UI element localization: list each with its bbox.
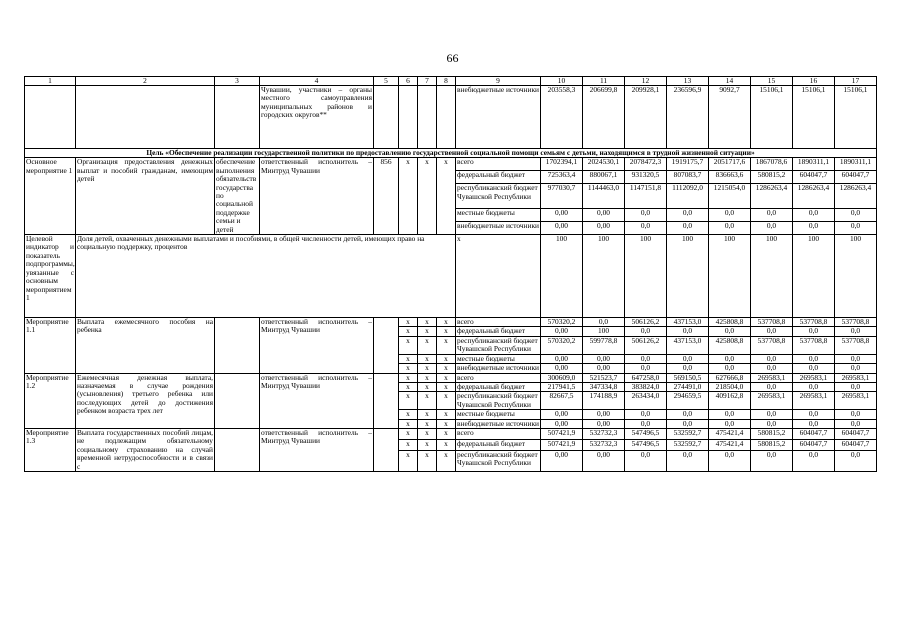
value-cell: 0,0 bbox=[835, 382, 877, 391]
value-cell: 0,0 bbox=[709, 419, 751, 428]
code-cell: x bbox=[399, 318, 418, 327]
value-cell: 15106,1 bbox=[751, 86, 793, 149]
value-cell: 1286263,4 bbox=[793, 184, 835, 209]
value-cell: 100 bbox=[835, 235, 877, 318]
source-cell: внебюджетные источники bbox=[456, 222, 541, 235]
code-cell: x bbox=[418, 451, 437, 472]
code-cell: x bbox=[418, 373, 437, 382]
value-cell: 627666,8 bbox=[709, 373, 751, 382]
value-cell: 604047,7 bbox=[793, 439, 835, 450]
value-cell: 570320,2 bbox=[541, 318, 583, 327]
value-cell: 475421,4 bbox=[709, 439, 751, 450]
code-cell: x bbox=[437, 428, 456, 439]
value-cell: 506126,2 bbox=[625, 318, 667, 327]
event-executor-cell: ответственный исполнитель – Минтруд Чувашии bbox=[260, 158, 374, 235]
value-cell: 0,00 bbox=[541, 209, 583, 222]
header-cell: 1 bbox=[25, 77, 76, 86]
value-cell: 0,0 bbox=[709, 451, 751, 472]
value-cell: 0,0 bbox=[625, 222, 667, 235]
value-cell: 82667,5 bbox=[541, 392, 583, 410]
table-row bbox=[25, 318, 877, 327]
value-cell: 0,0 bbox=[667, 327, 709, 336]
value-cell: 0,0 bbox=[793, 327, 835, 336]
value-cell: 100 bbox=[625, 235, 667, 318]
value-cell: 0,00 bbox=[583, 209, 625, 222]
code-cell: x bbox=[418, 336, 437, 354]
header-row bbox=[25, 77, 877, 86]
value-cell: 0,0 bbox=[751, 222, 793, 235]
header-cell: 4 bbox=[260, 77, 374, 86]
value-cell: 0,0 bbox=[667, 419, 709, 428]
value-cell: 604047,7 bbox=[835, 171, 877, 184]
indicator-type-cell: Целевой индикатор и показатель подпрограммы, увязанные с основным мероприятием 1 bbox=[25, 235, 76, 318]
value-cell: 0,0 bbox=[667, 209, 709, 222]
code-cell: x bbox=[437, 373, 456, 382]
value-cell: 0,0 bbox=[667, 364, 709, 373]
table-row bbox=[25, 428, 877, 439]
code-cell: x bbox=[437, 318, 456, 327]
event-executor-cell: ответственный исполнитель – Минтруд Чувашии bbox=[260, 318, 374, 373]
source-cell: всего bbox=[456, 318, 541, 327]
value-cell: 1890311,1 bbox=[793, 158, 835, 171]
value-cell: 0,00 bbox=[583, 410, 625, 419]
header-cell: 2 bbox=[76, 77, 215, 86]
value-cell: 604047,7 bbox=[793, 428, 835, 439]
code-vr-cell: x bbox=[437, 158, 456, 235]
value-cell: 537708,8 bbox=[793, 318, 835, 327]
header-cell: 16 bbox=[793, 77, 835, 86]
value-cell: 570320,2 bbox=[541, 336, 583, 354]
value-cell: 475421,4 bbox=[709, 428, 751, 439]
code-cell: x bbox=[437, 419, 456, 428]
value-cell: 0,00 bbox=[541, 222, 583, 235]
value-cell: 599778,8 bbox=[583, 336, 625, 354]
value-cell: 383824,0 bbox=[625, 382, 667, 391]
code-cell: x bbox=[437, 382, 456, 391]
value-cell: 537708,8 bbox=[793, 336, 835, 354]
value-cell: 269583,1 bbox=[793, 373, 835, 382]
header-cell: 10 bbox=[541, 77, 583, 86]
value-cell: 1286263,4 bbox=[835, 184, 877, 209]
value-cell: 0,0 bbox=[751, 354, 793, 363]
value-cell: 532592,7 bbox=[667, 439, 709, 450]
code-cell: x bbox=[418, 439, 437, 450]
value-cell: 203558,3 bbox=[541, 86, 583, 149]
value-cell: 409162,8 bbox=[709, 392, 751, 410]
value-cell: 0,0 bbox=[751, 209, 793, 222]
header-cell: 15 bbox=[751, 77, 793, 86]
code-cell: x bbox=[437, 451, 456, 472]
source-cell: республиканский бюджет Чувашской Республики bbox=[456, 451, 541, 472]
indicator-row bbox=[25, 235, 877, 318]
code-cell: x bbox=[399, 392, 418, 410]
value-cell: 537708,8 bbox=[751, 318, 793, 327]
value-cell: 0,0 bbox=[625, 364, 667, 373]
code-cell: x bbox=[399, 410, 418, 419]
budget-table bbox=[24, 76, 877, 472]
value-cell: 0,00 bbox=[541, 410, 583, 419]
value-cell: 100 bbox=[793, 235, 835, 318]
value-cell: 236596,9 bbox=[667, 86, 709, 149]
header-cell: 11 bbox=[583, 77, 625, 86]
code-cell bbox=[399, 86, 418, 149]
header-cell: 14 bbox=[709, 77, 751, 86]
value-cell: 425808,8 bbox=[709, 318, 751, 327]
name-cell bbox=[76, 86, 215, 149]
value-cell: 0,0 bbox=[793, 364, 835, 373]
code-cell: x bbox=[418, 428, 437, 439]
event-name-cell: Выплата государственных пособий лицам, не подлежащим обязательному социальному страхованию на случай временной нетрудоспособности и в связи с bbox=[77, 428, 213, 471]
code-cell: x bbox=[418, 382, 437, 391]
code-csr-cell: x bbox=[418, 158, 437, 235]
value-cell: 0,0 bbox=[583, 318, 625, 327]
code-cell bbox=[437, 86, 456, 149]
value-cell: 0,0 bbox=[709, 327, 751, 336]
code-cell: x bbox=[399, 382, 418, 391]
source-cell: внебюджетные источники bbox=[456, 86, 541, 149]
value-cell: 537708,8 bbox=[751, 336, 793, 354]
value-cell: 0,0 bbox=[835, 327, 877, 336]
event-name-cell: Ежемесячная денежная выплата, назначаемая в случае рождения (усыновления) третьего ребенка или последующих детей до достижения ребенком возраста трех лет bbox=[76, 373, 215, 428]
value-cell: 0,00 bbox=[541, 327, 583, 336]
value-cell: 580815,2 bbox=[751, 428, 793, 439]
code-cell: x bbox=[399, 373, 418, 382]
value-cell: 0,0 bbox=[751, 364, 793, 373]
value-cell: 347334,8 bbox=[583, 382, 625, 391]
value-cell: 0,0 bbox=[835, 419, 877, 428]
code-cell bbox=[418, 86, 437, 149]
event-name-cell: Организация предоставления денежных выплат и пособий гражданам, имеющим детей bbox=[76, 158, 215, 235]
table-row bbox=[25, 373, 877, 382]
source-cell: республиканский бюджет Чувашской Республики bbox=[456, 336, 541, 354]
source-cell: всего bbox=[456, 158, 541, 171]
value-cell: 0,00 bbox=[583, 419, 625, 428]
value-cell: 507421,9 bbox=[541, 428, 583, 439]
value-cell: 1144463,0 bbox=[583, 184, 625, 209]
event-type-cell: Мероприятие 1.3 bbox=[25, 428, 76, 471]
value-cell: 269583,1 bbox=[793, 392, 835, 410]
value-cell: 1286263,4 bbox=[751, 184, 793, 209]
header-cell: 3 bbox=[215, 77, 260, 86]
code-cell: x bbox=[418, 364, 437, 373]
code-cell: x bbox=[437, 336, 456, 354]
purpose-cell bbox=[215, 86, 260, 149]
value-cell: 1919175,7 bbox=[667, 158, 709, 171]
value-cell: 1702394,1 bbox=[541, 158, 583, 171]
value-cell: 0,0 bbox=[667, 222, 709, 235]
value-cell: 100 bbox=[583, 327, 625, 336]
value-cell: 0,0 bbox=[709, 209, 751, 222]
event-executor-cell: ответственный исполнитель – Минтруд Чувашии bbox=[260, 373, 374, 428]
code-cell: x bbox=[418, 410, 437, 419]
value-cell: 532592,7 bbox=[667, 428, 709, 439]
value-cell: 537708,8 bbox=[835, 318, 877, 327]
value-cell: 269583,1 bbox=[835, 392, 877, 410]
header-cell: 17 bbox=[835, 77, 877, 86]
value-cell: 580815,2 bbox=[751, 171, 793, 184]
source-cell: федеральный бюджет bbox=[456, 382, 541, 391]
type-cell bbox=[25, 86, 76, 149]
value-cell: 425808,8 bbox=[709, 336, 751, 354]
value-cell: 0,0 bbox=[751, 382, 793, 391]
value-cell: 0,0 bbox=[793, 419, 835, 428]
value-cell: 0,0 bbox=[625, 451, 667, 472]
value-cell: 580815,2 bbox=[751, 439, 793, 450]
value-cell: 100 bbox=[667, 235, 709, 318]
value-cell: 217941,5 bbox=[541, 382, 583, 391]
value-cell: 532732,3 bbox=[583, 428, 625, 439]
value-cell: 0,0 bbox=[667, 451, 709, 472]
value-cell: 836663,6 bbox=[709, 171, 751, 184]
event-type-cell: Основное мероприятие 1 bbox=[25, 158, 76, 235]
value-cell: 437153,0 bbox=[667, 318, 709, 327]
value-cell: 537708,8 bbox=[835, 336, 877, 354]
value-cell: 0,00 bbox=[583, 222, 625, 235]
event-type-cell: Мероприятие 1.1 bbox=[25, 318, 76, 373]
event-executor-cell: ответственный исполнитель – Минтруд Чувашии bbox=[260, 428, 374, 471]
code-cell: x bbox=[399, 451, 418, 472]
value-cell: 9092,7 bbox=[709, 86, 751, 149]
code-grbs-cell bbox=[374, 373, 399, 428]
value-cell: 1215054,0 bbox=[709, 184, 751, 209]
code-cell: x bbox=[437, 354, 456, 363]
value-cell: 807083,7 bbox=[667, 171, 709, 184]
value-cell: 0,0 bbox=[793, 410, 835, 419]
value-cell: 725363,4 bbox=[541, 171, 583, 184]
page-number: 66 bbox=[446, 51, 459, 65]
value-cell: 0,0 bbox=[751, 410, 793, 419]
code-cell: x bbox=[399, 364, 418, 373]
code-rzpr-cell: x bbox=[399, 158, 418, 235]
code-grbs-cell: 856 bbox=[374, 158, 399, 235]
value-cell: 0,0 bbox=[625, 419, 667, 428]
value-cell: 269583,1 bbox=[835, 373, 877, 382]
value-cell: 0,0 bbox=[709, 354, 751, 363]
value-cell: 218504,0 bbox=[709, 382, 751, 391]
value-cell: 1112092,0 bbox=[667, 184, 709, 209]
value-cell: 0,0 bbox=[793, 451, 835, 472]
value-cell: 0,0 bbox=[835, 451, 877, 472]
source-cell: республиканский бюджет Чувашской Республики bbox=[456, 184, 541, 209]
code-cell: x bbox=[399, 327, 418, 336]
value-cell: 547496,5 bbox=[625, 428, 667, 439]
source-cell: внебюджетные источники bbox=[457, 419, 540, 428]
value-cell: 100 bbox=[541, 235, 583, 318]
value-cell: 15106,1 bbox=[793, 86, 835, 149]
value-cell: 269583,1 bbox=[751, 373, 793, 382]
value-cell: 0,0 bbox=[625, 410, 667, 419]
header-cell: 13 bbox=[667, 77, 709, 86]
value-cell: 506126,2 bbox=[625, 336, 667, 354]
value-cell: 0,0 bbox=[835, 364, 877, 373]
code-cell: x bbox=[399, 419, 418, 428]
event-purpose-cell bbox=[215, 373, 260, 428]
value-cell: 0,0 bbox=[709, 364, 751, 373]
value-cell: 100 bbox=[751, 235, 793, 318]
value-cell: 294659,5 bbox=[667, 392, 709, 410]
value-cell: 931320,5 bbox=[625, 171, 667, 184]
value-cell: 15106,1 bbox=[835, 86, 877, 149]
code-cell: x bbox=[437, 439, 456, 450]
header-cell: 9 bbox=[456, 77, 541, 86]
code-grbs-cell bbox=[374, 318, 399, 373]
code-cell: x bbox=[437, 392, 456, 410]
table-row bbox=[25, 158, 877, 171]
code-cell bbox=[374, 86, 399, 149]
value-cell: 0,0 bbox=[793, 222, 835, 235]
value-cell: 1867078,6 bbox=[751, 158, 793, 171]
source-cell: федеральный бюджет bbox=[456, 327, 541, 336]
code-cell: x bbox=[437, 410, 456, 419]
value-cell: 174188,9 bbox=[583, 392, 625, 410]
value-cell: 0,00 bbox=[541, 364, 583, 373]
value-cell: 977030,7 bbox=[541, 184, 583, 209]
source-cell: x bbox=[456, 235, 541, 318]
value-cell: 300609,0 bbox=[541, 373, 583, 382]
code-cell: x bbox=[399, 428, 418, 439]
source-cell: местные бюджеты bbox=[456, 209, 541, 222]
code-cell: x bbox=[399, 336, 418, 354]
value-cell: 569150,5 bbox=[667, 373, 709, 382]
source-cell: всего bbox=[456, 428, 541, 439]
code-cell: x bbox=[399, 439, 418, 450]
value-cell: 604047,7 bbox=[793, 171, 835, 184]
value-cell: 604047,7 bbox=[835, 428, 877, 439]
value-cell: 0,0 bbox=[793, 209, 835, 222]
code-cell: x bbox=[437, 364, 456, 373]
source-cell: местные бюджеты bbox=[456, 354, 541, 363]
value-cell: 0,00 bbox=[541, 419, 583, 428]
value-cell: 0,0 bbox=[793, 382, 835, 391]
source-cell: республиканский бюджет Чувашской Республики bbox=[456, 392, 541, 410]
value-cell: 263434,0 bbox=[625, 392, 667, 410]
value-cell: 206699,8 bbox=[583, 86, 625, 149]
value-cell: 521523,7 bbox=[583, 373, 625, 382]
value-cell: 0,00 bbox=[541, 451, 583, 472]
value-cell: 0,0 bbox=[835, 410, 877, 419]
event-type-cell: Мероприятие 1.2 bbox=[25, 373, 76, 428]
goal-row bbox=[25, 149, 877, 158]
source-cell: федеральный бюджет bbox=[456, 171, 541, 184]
header-cell: 7 bbox=[418, 77, 437, 86]
table-row bbox=[25, 86, 877, 149]
value-cell: 209928,1 bbox=[625, 86, 667, 149]
value-cell: 437153,0 bbox=[667, 336, 709, 354]
source-cell: всего bbox=[456, 373, 541, 382]
header-cell: 12 bbox=[625, 77, 667, 86]
code-cell: x bbox=[418, 419, 437, 428]
event-purpose-cell: обеспечение выполнения обязательств государства по социальной поддержке семьи и детей bbox=[215, 158, 260, 235]
source-cell: местные бюджеты bbox=[456, 410, 541, 419]
code-grbs-cell bbox=[374, 428, 399, 471]
value-cell: 507421,9 bbox=[541, 439, 583, 450]
source-cell: внебюджетные источники bbox=[457, 363, 540, 373]
value-cell: 604047,7 bbox=[835, 439, 877, 450]
value-cell: 0,0 bbox=[709, 222, 751, 235]
value-cell: 532732,3 bbox=[583, 439, 625, 450]
value-cell: 0,0 bbox=[751, 327, 793, 336]
value-cell: 0,0 bbox=[835, 209, 877, 222]
source-cell: федеральный бюджет bbox=[456, 439, 541, 450]
code-cell: x bbox=[437, 327, 456, 336]
code-cell: x bbox=[418, 354, 437, 363]
value-cell: 0,0 bbox=[667, 354, 709, 363]
code-cell: x bbox=[399, 354, 418, 363]
code-cell: x bbox=[418, 318, 437, 327]
value-cell: 0,0 bbox=[793, 354, 835, 363]
value-cell: 547496,5 bbox=[625, 439, 667, 450]
value-cell: 0,0 bbox=[625, 209, 667, 222]
value-cell: 274491,0 bbox=[667, 382, 709, 391]
value-cell: 0,0 bbox=[835, 222, 877, 235]
value-cell: 2078472,3 bbox=[625, 158, 667, 171]
value-cell: 0,00 bbox=[541, 354, 583, 363]
value-cell: 0,00 bbox=[583, 451, 625, 472]
event-name-cell: Выплата ежемесячного пособия на ребенка bbox=[76, 318, 215, 373]
event-purpose-cell bbox=[215, 428, 260, 471]
goal-cell: Цель «Обеспечение реализации государственной политики по предоставлению государственной социальной помощи семьям с детьми, находящимся в трудной жизненной ситуации» bbox=[25, 149, 877, 158]
code-cell: x bbox=[418, 327, 437, 336]
value-cell: 0,00 bbox=[583, 364, 625, 373]
value-cell: 0,0 bbox=[835, 354, 877, 363]
value-cell: 880067,1 bbox=[583, 171, 625, 184]
header-cell: 8 bbox=[437, 77, 456, 86]
value-cell: 647258,0 bbox=[625, 373, 667, 382]
header-cell: 6 bbox=[399, 77, 418, 86]
executor-cell: Чувашии, участники – органы местного самоуправления муниципальных районов и городских округов** bbox=[260, 86, 374, 149]
value-cell: 100 bbox=[709, 235, 751, 318]
value-cell: 1147151,8 bbox=[625, 184, 667, 209]
value-cell: 1890311,1 bbox=[835, 158, 877, 171]
value-cell: 2024530,1 bbox=[583, 158, 625, 171]
value-cell: 0,0 bbox=[667, 410, 709, 419]
value-cell: 269583,1 bbox=[751, 392, 793, 410]
event-purpose-cell bbox=[215, 318, 260, 373]
value-cell: 0,0 bbox=[625, 354, 667, 363]
value-cell: 100 bbox=[583, 235, 625, 318]
header-cell: 5 bbox=[374, 77, 399, 86]
value-cell: 0,0 bbox=[709, 410, 751, 419]
indicator-name-cell: Доля детей, охваченных денежными выплатами и пособиями, в общей численности детей, имеющих право на социальную поддержку, процентов bbox=[76, 235, 456, 318]
value-cell: 0,0 bbox=[751, 419, 793, 428]
value-cell: 0,00 bbox=[583, 354, 625, 363]
value-cell: 0,0 bbox=[625, 327, 667, 336]
value-cell: 2051717,6 bbox=[709, 158, 751, 171]
value-cell: 0,0 bbox=[751, 451, 793, 472]
code-cell: x bbox=[418, 392, 437, 410]
